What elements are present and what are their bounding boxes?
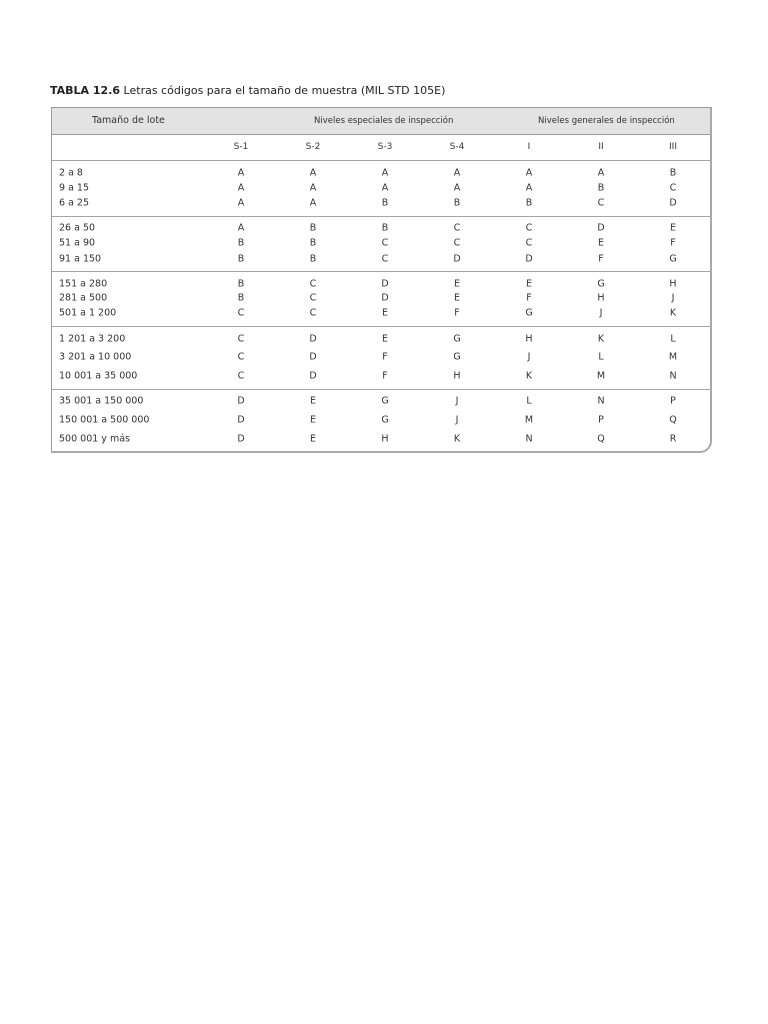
lot-size-cell: 35 001 a 150 000	[59, 395, 144, 407]
code-letter-cell: E	[381, 307, 389, 319]
group-divider	[52, 160, 710, 161]
code-letter-cell: P	[670, 395, 676, 407]
code-letter-cell: H	[381, 433, 389, 445]
code-letter-cell: D	[525, 253, 533, 265]
code-letter-cell: E	[381, 333, 389, 345]
code-letter-cell: J	[527, 351, 531, 363]
code-letter-cell: E	[669, 222, 677, 234]
code-letter-cell: J	[455, 395, 459, 407]
code-letter-cell: B	[381, 197, 389, 209]
code-letter-cell: N	[669, 370, 677, 382]
code-letter-cell: J	[455, 414, 459, 426]
code-letter-cell: B	[309, 222, 317, 234]
code-letter-cell: D	[309, 351, 317, 363]
code-letter-cell: G	[453, 351, 461, 363]
lot-size-cell: 3 201 a 10 000	[59, 351, 132, 363]
code-letter-cell: N	[597, 395, 605, 407]
code-letter-cell: A	[237, 222, 245, 234]
code-letter-cell: M	[668, 351, 678, 363]
code-letter-cell: C	[309, 307, 317, 319]
code-letter-cell: C	[453, 222, 461, 234]
code-letter-cell: C	[453, 237, 461, 249]
general-levels-header: Niveles generales de inspección	[538, 116, 675, 126]
table-header-band	[52, 108, 710, 135]
lot-size-cell: 26 a 50	[59, 222, 96, 234]
code-letter-cell: A	[381, 167, 389, 179]
code-letter-cell: A	[453, 167, 461, 179]
code-letter-cell: E	[525, 278, 533, 290]
code-letter-cell: B	[237, 292, 245, 304]
code-letter-cell: M	[524, 414, 534, 426]
table-number: TABLA 12.6	[50, 84, 121, 97]
code-letter-cell: C	[237, 351, 245, 363]
column-header-s-3: S-3	[377, 142, 393, 152]
code-letter-cell: F	[526, 292, 532, 304]
code-letter-cell: E	[453, 278, 461, 290]
lot-size-cell: 1 201 a 3 200	[59, 333, 126, 345]
code-letter-cell: A	[237, 182, 245, 194]
code-letter-cell: H	[453, 370, 461, 382]
code-letter-cell: J	[599, 307, 603, 319]
code-letter-cell: F	[670, 237, 676, 249]
column-header-ii: II	[598, 142, 604, 152]
code-letter-cell: G	[381, 414, 389, 426]
code-letter-cell: D	[381, 278, 389, 290]
code-letter-cell: C	[309, 278, 317, 290]
code-letter-cell: B	[597, 182, 605, 194]
code-letter-cell: A	[525, 182, 533, 194]
lot-size-header: Tamaño de lote	[92, 115, 165, 126]
code-letter-cell: L	[670, 333, 676, 345]
code-letter-cell: A	[237, 197, 245, 209]
code-letter-cell: Q	[669, 414, 677, 426]
code-letter-cell: M	[596, 370, 606, 382]
code-letter-cell: G	[453, 333, 461, 345]
code-letter-cell: D	[669, 197, 677, 209]
code-letter-cell: D	[309, 370, 317, 382]
code-letter-cell: D	[381, 292, 389, 304]
column-header-s-2: S-2	[305, 142, 321, 152]
group-divider	[52, 216, 710, 217]
code-letter-cell: B	[237, 237, 245, 249]
special-levels-header: Niveles especiales de inspección	[314, 116, 454, 126]
code-letter-cell: C	[669, 182, 677, 194]
code-letter-cell: D	[237, 433, 245, 445]
code-letter-cell: D	[597, 222, 605, 234]
code-letter-cell: N	[525, 433, 533, 445]
code-letter-cell: K	[525, 370, 533, 382]
group-divider	[52, 271, 710, 272]
code-letter-cell: G	[525, 307, 533, 319]
code-letter-cell: A	[597, 167, 605, 179]
code-letter-cell: C	[525, 237, 533, 249]
code-letter-cell: D	[237, 414, 245, 426]
code-letter-cell: B	[525, 197, 533, 209]
code-letter-cell: G	[381, 395, 389, 407]
column-header-i: I	[527, 142, 531, 152]
table-title: Letras códigos para el tamaño de muestra (MIL STD 105E)	[123, 84, 446, 97]
code-letter-cell: H	[525, 333, 533, 345]
lot-size-cell: 9 a 15	[59, 182, 89, 194]
lot-size-cell: 500 001 y más	[59, 433, 130, 445]
code-letter-cell: K	[597, 333, 605, 345]
column-header-s-1: S-1	[233, 142, 249, 152]
lot-size-cell: 6 a 25	[59, 197, 89, 209]
code-letter-cell: Q	[597, 433, 605, 445]
code-letter-cell: K	[669, 307, 677, 319]
lot-size-cell: 281 a 500	[59, 292, 108, 304]
code-letter-table	[51, 107, 712, 453]
lot-size-cell: 2 a 8	[59, 167, 83, 179]
code-letter-cell: C	[237, 370, 245, 382]
table-caption	[50, 84, 445, 97]
code-letter-cell: B	[309, 253, 317, 265]
code-letter-cell: C	[381, 237, 389, 249]
code-letter-cell: E	[309, 395, 317, 407]
code-letter-cell: C	[597, 197, 605, 209]
code-letter-cell: B	[237, 278, 245, 290]
code-letter-cell: C	[237, 333, 245, 345]
lot-size-cell: 501 a 1 200	[59, 307, 117, 319]
lot-size-cell: 151 a 280	[59, 278, 108, 290]
code-letter-cell: L	[598, 351, 604, 363]
group-divider	[52, 389, 710, 390]
code-letter-cell: G	[669, 253, 677, 265]
lot-size-cell: 150 001 a 500 000	[59, 414, 150, 426]
code-letter-cell: B	[381, 222, 389, 234]
code-letter-cell: C	[381, 253, 389, 265]
code-letter-cell: R	[669, 433, 677, 445]
column-header-s-4: S-4	[449, 142, 465, 152]
code-letter-cell: K	[453, 433, 461, 445]
code-letter-cell: A	[309, 182, 317, 194]
code-letter-cell: G	[597, 278, 605, 290]
code-letter-cell: C	[309, 292, 317, 304]
code-letter-cell: B	[237, 253, 245, 265]
code-letter-cell: E	[309, 414, 317, 426]
group-divider	[52, 326, 710, 327]
code-letter-cell: H	[597, 292, 605, 304]
code-letter-cell: E	[309, 433, 317, 445]
code-letter-cell: D	[309, 333, 317, 345]
code-letter-cell: A	[237, 167, 245, 179]
code-letter-cell: P	[598, 414, 604, 426]
code-letter-cell: F	[454, 307, 460, 319]
code-letter-cell: A	[309, 197, 317, 209]
code-letter-cell: A	[453, 182, 461, 194]
code-letter-cell: C	[237, 307, 245, 319]
lot-size-cell: 51 a 90	[59, 237, 96, 249]
code-letter-cell: E	[453, 292, 461, 304]
code-letter-cell: H	[669, 278, 677, 290]
code-letter-cell: B	[309, 237, 317, 249]
code-letter-cell: F	[382, 370, 388, 382]
code-letter-cell: D	[453, 253, 461, 265]
lot-size-cell: 91 a 150	[59, 253, 102, 265]
code-letter-cell: B	[669, 167, 677, 179]
code-letter-cell: C	[525, 222, 533, 234]
code-letter-cell: J	[671, 292, 675, 304]
lot-size-cell: 10 001 a 35 000	[59, 370, 138, 382]
code-letter-cell: A	[381, 182, 389, 194]
code-letter-cell: D	[237, 395, 245, 407]
column-header-iii: III	[669, 142, 677, 152]
code-letter-cell: B	[453, 197, 461, 209]
code-letter-cell: A	[309, 167, 317, 179]
code-letter-cell: F	[598, 253, 604, 265]
code-letter-cell: F	[382, 351, 388, 363]
code-letter-cell: E	[597, 237, 605, 249]
code-letter-cell: L	[526, 395, 532, 407]
code-letter-cell: A	[525, 167, 533, 179]
